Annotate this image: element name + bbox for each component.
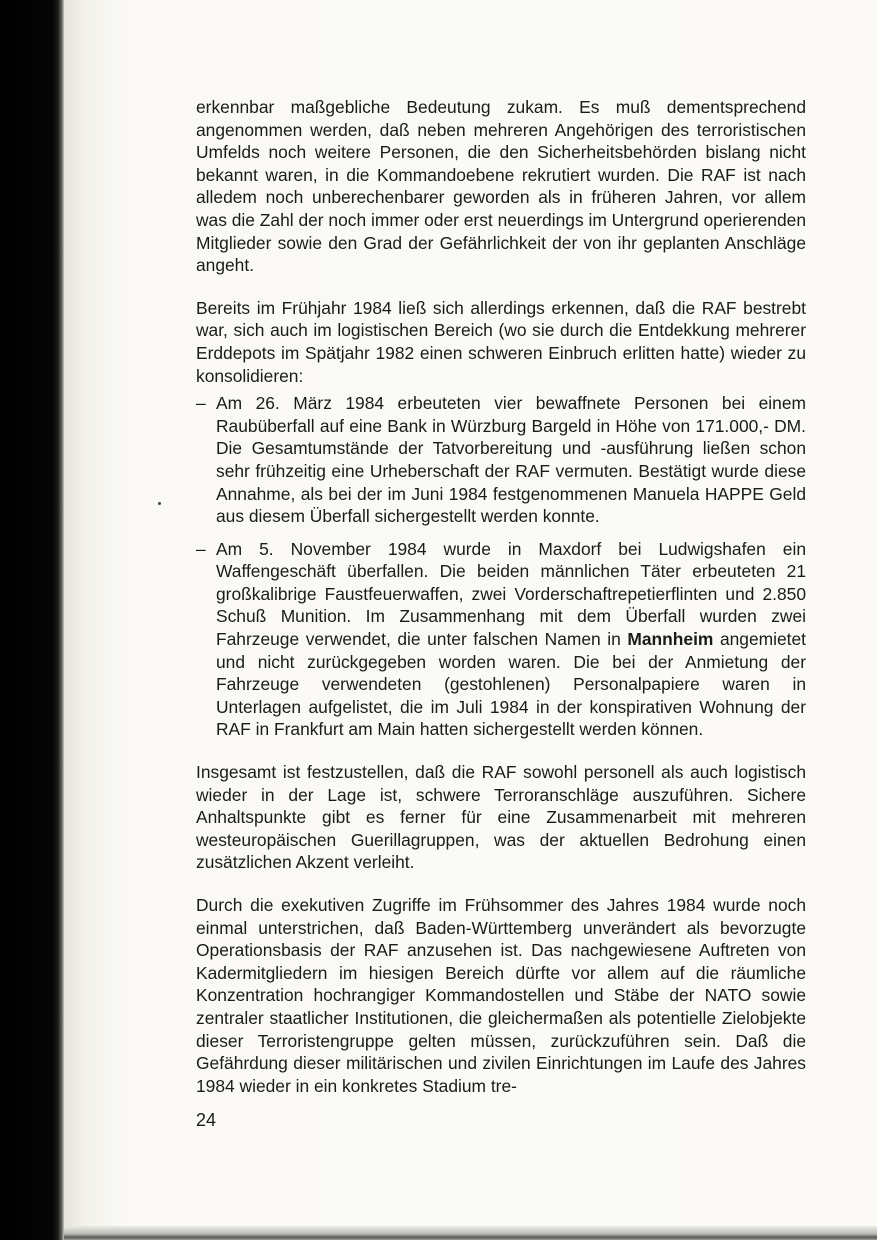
list-item-text-start: Am 5. November 1984 wurde in Maxdorf bei Ludwigshafen ein Waffengeschäft überfallen. Die beiden männlichen Täter erbeuteten 21 großkalibrige Faustfeuerwaffen, zwei Vorderschaftrepetierflinten und 2.850 Schuß Munition. Im Zusammenhang mit dem Überfall wurden zwei Fahrzeuge verwendet, die unter falschen Namen in — [216, 538, 806, 650]
paragraph-4: Durch die exekutiven Zugriffe im Frühsommer des Jahres 1984 wurde noch einmal unterstrichen, daß Baden-Württemberg unverändert als bevorzugte Operationsbasis der RAF anzusehen ist. Das nachgewiesene Auftreten von Kadermitgliedern im hiesigen Bereich dürfte vor allem auf die räumliche Konzentration hochrangiger Kommandostellen und Stäbe der NATO sowie zentraler staatlicher Institutionen, die gleichermaßen als potentielle Zielobjekte dieser Terroristengruppe gelten müssen, zurückzuführen sein. Daß die Gefährdung dieser militärischen und zivilen Einrichtungen im Laufe des Jahres 1984 wieder in ein konkretes Stadium tre- — [196, 895, 806, 1096]
paragraph-1: erkennbar maßgebliche Bedeutung zukam. Es muß dementsprechend angenommen werden, daß neben mehreren Angehörigen des terroristischen Umfelds noch weitere Personen, die den Sicherheitsbehörden bislang nicht bekannt waren, in die Kommandoebene rekrutiert wurden. Die RAF ist nach alledem noch unberechenbarer geworden als in früheren Jahren, vor allem was die Zahl der noch immer oder erst neuerdings im Untergrund operierenden Mitglieder sowie den Grad der Gefährlichkeit der von ihr geplanten Anschläge angeht. — [196, 97, 806, 276]
page-bottom-shadow — [64, 1226, 877, 1240]
scan-speck — [158, 502, 161, 505]
list-item-text: Am 26. März 1984 erbeuteten vier bewaffnete Personen bei einem Raubüberfall auf eine Bank in Würzburg Bargeld in Höhe von 171.000,- DM. Die Gesamtumstände der Tatvorbereitung und -ausführung ließen schon sehr frühzeitig eine Urheberschaft der RAF vermuten. Bestätigt wurde diese Annahme, als bei der im Juni 1984 festgenommenen Manuela HAPPE Geld aus diesem Überfall sichergestellt werden konnte. — [216, 393, 806, 527]
list-item-weapons-shop — [196, 538, 806, 741]
list-item-text-end: angemietet und nicht zurückgegeben worden waren. Die bei der Anmietung der Fahrzeuge verwendeten (gestohlenen) Personalpapiere waren in Unterlagen aufgelistet, die im Juli 1984 in der konspirativen Wohnung der RAF in Frankfurt am Main hatten sichergestellt werden können. — [216, 629, 806, 740]
paragraph-2: Bereits im Frühjahr 1984 ließ sich allerdings erkennen, daß die RAF bestrebt war, sich auch im logistischen Bereich (wo sie durch die Entdekkung mehrerer Erddepots im Spätjahr 1982 einen schweren Einbruch erlitten hatte) wieder zu konsolidieren: — [196, 297, 806, 386]
incident-list — [196, 392, 806, 741]
scan-dark-edge — [0, 0, 64, 1240]
dash-bullet: – — [196, 393, 206, 414]
page-number: 24 — [196, 1110, 217, 1130]
page-body — [196, 96, 806, 1117]
bold-place-name: Mannheim — [627, 629, 714, 650]
list-item-bank-robbery — [196, 392, 806, 528]
dash-bullet: – — [196, 538, 206, 559]
paragraph-3: Insgesamt ist festzustellen, daß die RAF sowohl personell als auch logistisch wieder in der Lage ist, schwere Terroranschläge auszuführen. Sichere Anhaltspunkte gibt es ferner für eine Zusammenarbeit mit mehreren westeuropäischen Guerillagruppen, was der aktuellen Bedrohung einen zusätzlichen Akzent verleiht. — [196, 762, 806, 873]
